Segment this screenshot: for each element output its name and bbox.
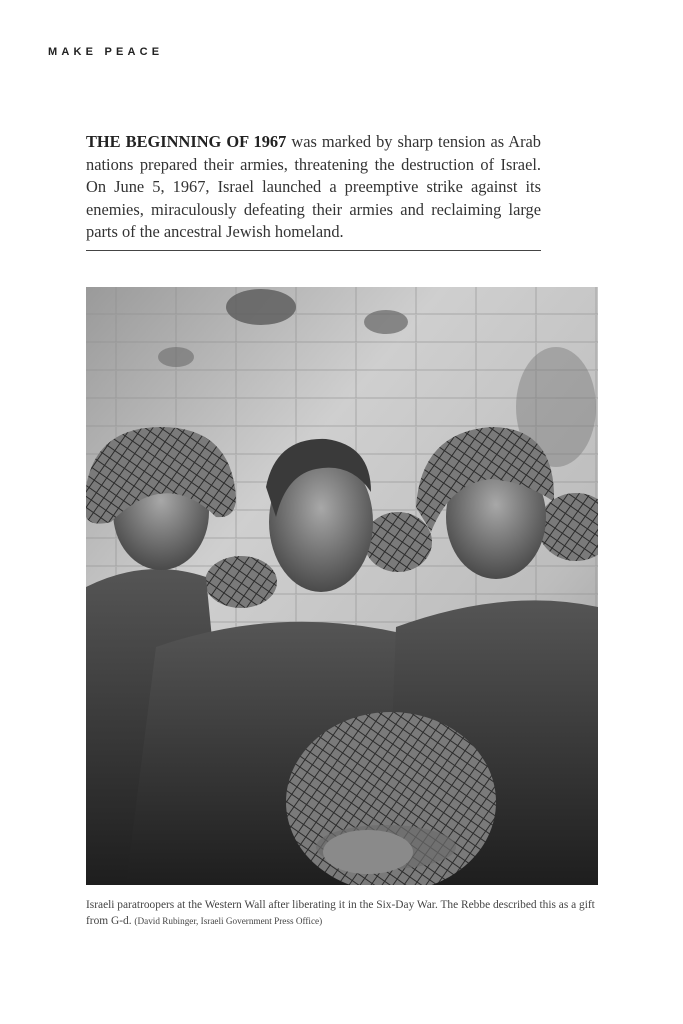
intro-paragraph xyxy=(86,131,541,244)
intro-body: was marked by sharp tension as Arab nations prepared their armies, threatening the destruction of Israel. On June 5, 1967, Israel launched a preemptive strike against its enemies, miraculously defeating their armies and reclaiming large parts of the ancestral Jewish homeland. xyxy=(86,132,541,242)
paratroopers-photo xyxy=(86,287,598,885)
section-divider xyxy=(86,250,541,251)
photo-credit: (David Rubinger, Israeli Government Press Office) xyxy=(134,916,323,926)
running-head: MAKE PEACE xyxy=(48,46,164,58)
intro-lead: THE BEGINNING OF 1967 xyxy=(86,132,287,151)
photo-caption xyxy=(86,897,598,929)
caption-text: Israeli paratroopers at the Western Wall after liberating it in the Six-Day War. The Rebbe described this as a gift from G-d. xyxy=(86,899,595,927)
